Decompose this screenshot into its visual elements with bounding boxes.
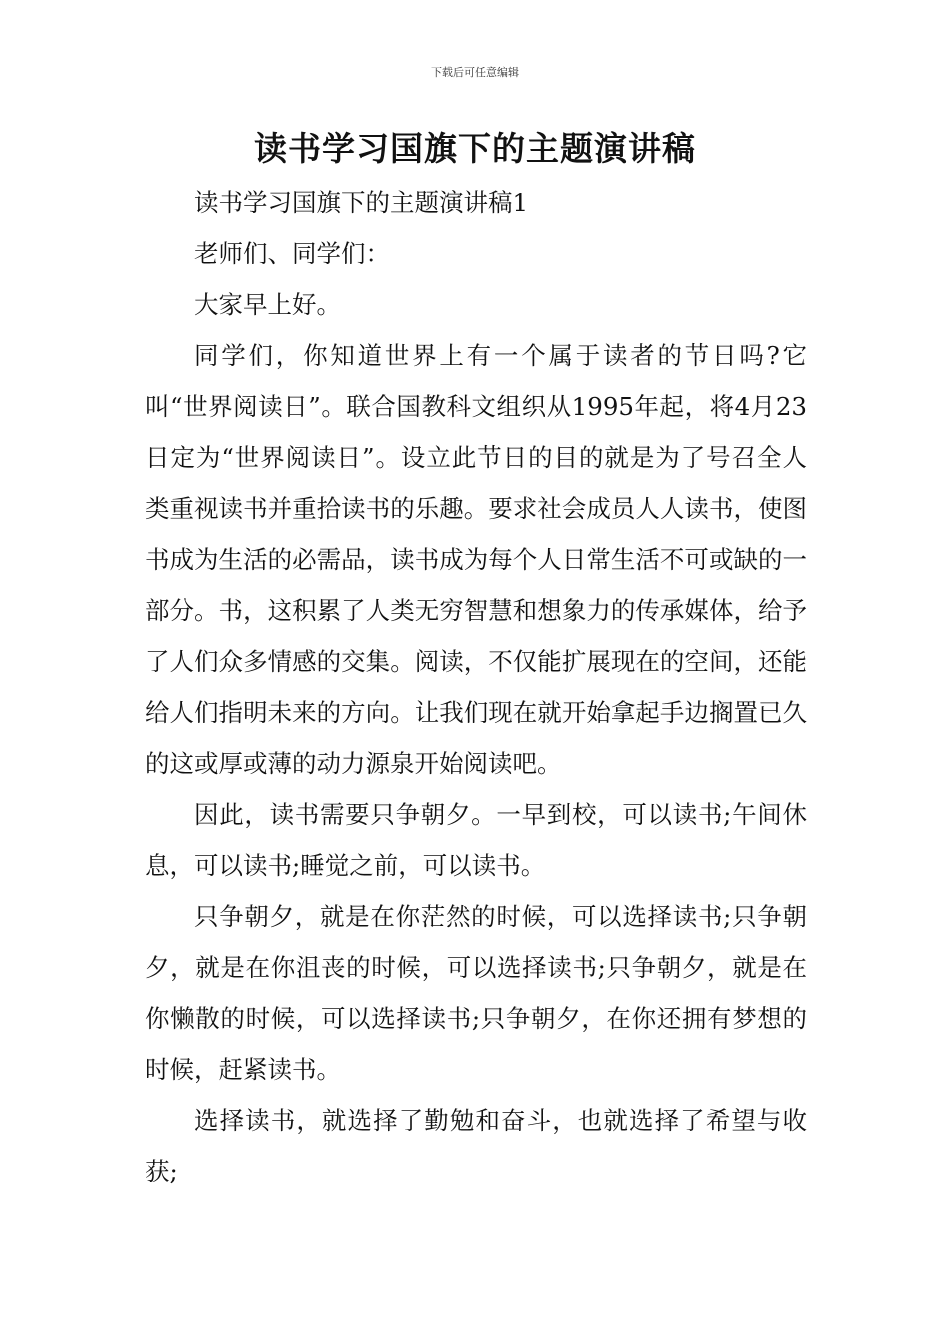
header-note: 下载后可任意编辑: [431, 66, 519, 79]
salutation-paragraph: 老师们、同学们：: [194, 239, 390, 268]
greeting-paragraph: 大家早上好。: [194, 290, 341, 319]
subtitle-paragraph: 读书学习国旗下的主题演讲稿1: [194, 188, 529, 217]
document-body: [145, 177, 807, 1197]
body-paragraph: 因此，读书需要只争朝夕。一早到校，可以读书;午间休息，可以读书;睡觉之前，可以读书。: [145, 800, 807, 880]
body-paragraph: 同学们，你知道世界上有一个属于读者的节日吗?它叫“世界阅读日”。联合国教科文组织从1995年起，将4月23日定为“世界阅读日”。设立此节日的目的就是为了号召全人类重视读书并重拾读书的乐趣。要求社会成员人人读书，使图书成为生活的必需品，读书成为每个人日常生活不可或缺的一部分。书，这积累了人类无穷智慧和想象力的传承媒体，给予了人们众多情感的交集。阅读，不仅能扩展现在的空间，还能给人们指明未来的方向。让我们现在就开始拿起手边搁置已久的这或厚或薄的动力源泉开始阅读吧。: [145, 341, 807, 778]
document-title: 读书学习国旗下的主题演讲稿: [254, 129, 696, 168]
body-paragraph: 只争朝夕，就是在你茫然的时候，可以选择读书;只争朝夕，就是在你沮丧的时候，可以选择读书;只争朝夕，就是在你懒散的时候，可以选择读书;只争朝夕，在你还拥有梦想的时候，赶紧读书。: [145, 902, 807, 1084]
body-paragraph: 选择读书，就选择了勤勉和奋斗，也就选择了希望与收获;: [145, 1106, 807, 1186]
